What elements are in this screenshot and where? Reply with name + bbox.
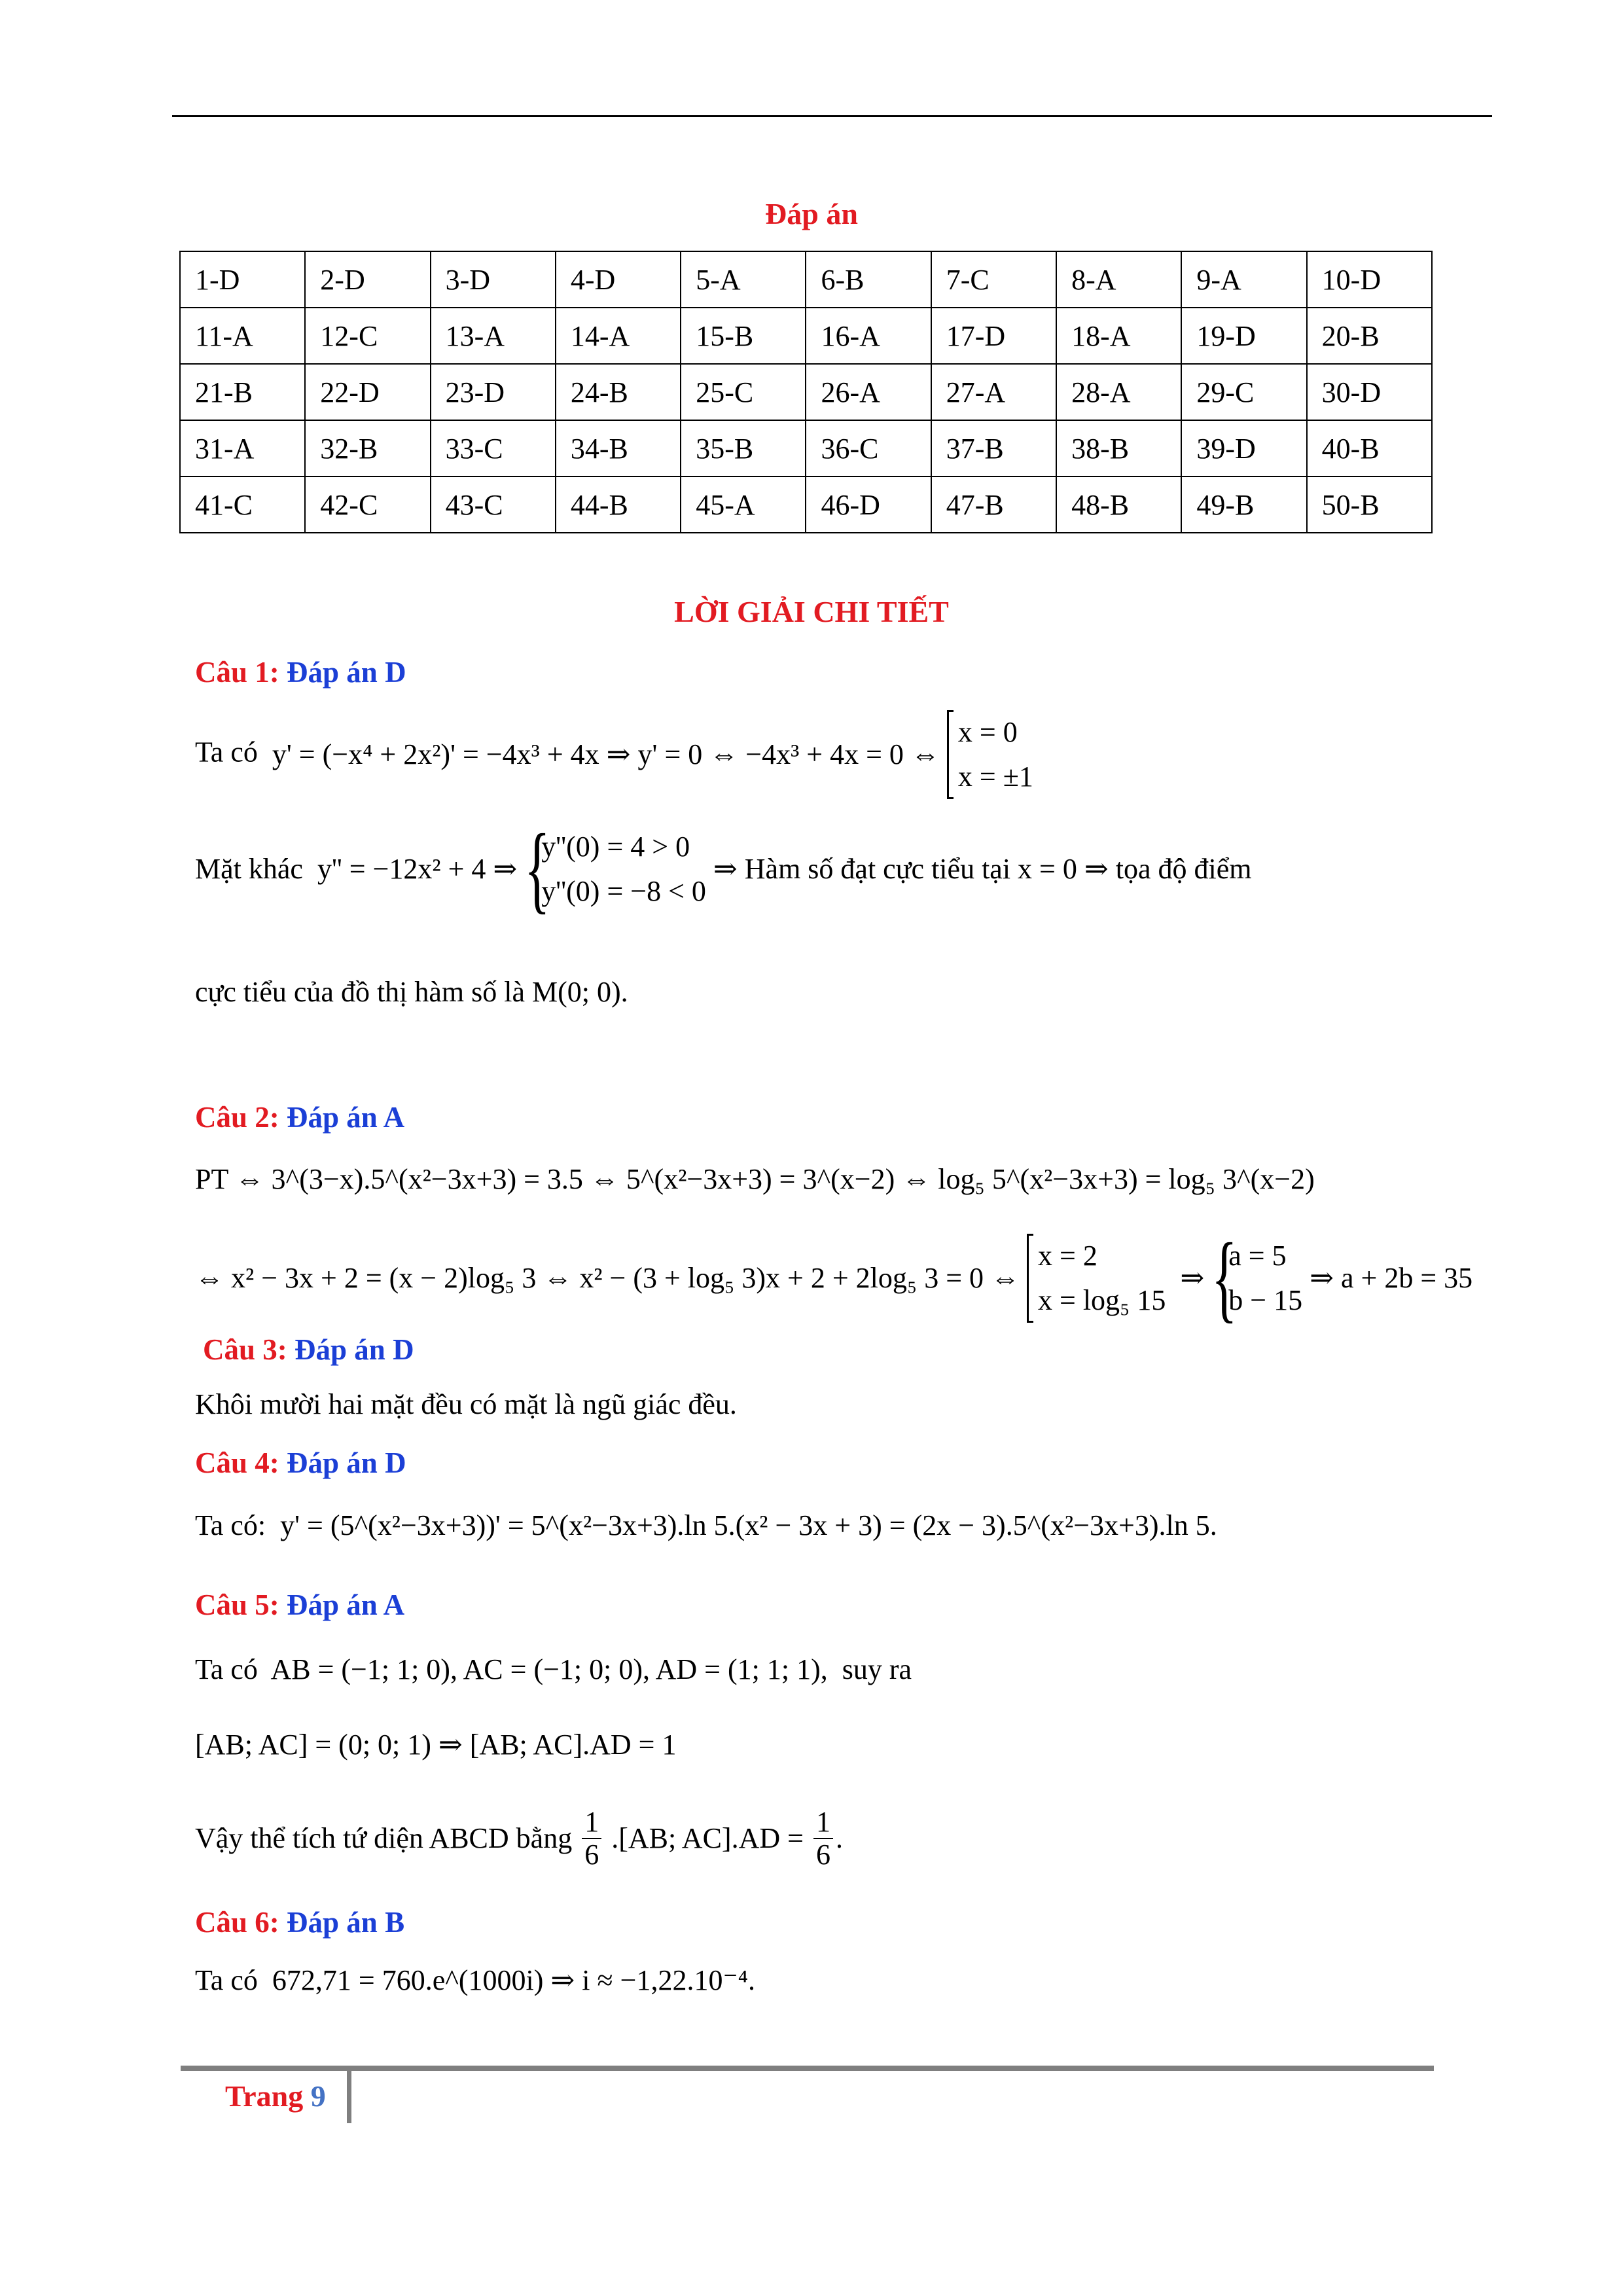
answer-cell: 10-D xyxy=(1307,251,1432,308)
answer-cell: 37-B xyxy=(931,420,1056,476)
answer-key-title: Đáp án xyxy=(765,197,858,230)
answer-cell: 14-A xyxy=(556,308,681,364)
answer-cell: 18-A xyxy=(1056,308,1181,364)
answer-cell: 28-A xyxy=(1056,364,1181,420)
q2-system-brace: { a = 5 b − 15 xyxy=(1211,1223,1303,1332)
q2-heading: Câu 2: Đáp án A xyxy=(195,1101,405,1134)
answer-cell: 36-C xyxy=(806,420,931,476)
answer-cell: 43-C xyxy=(431,476,556,533)
q5-line-3: Vậy thể tích tứ diện ABCD bằng $\frac{1}{6}$ .[AB; AC].AD = $\frac{1}{6}$ . xyxy=(195,1806,843,1871)
q1-heading: Câu 1: Đáp án D xyxy=(195,656,406,689)
answer-cell: 24-B xyxy=(556,364,681,420)
answer-cell: 29-C xyxy=(1181,364,1306,420)
answer-row xyxy=(180,364,1432,420)
footer-rule xyxy=(181,2066,1434,2071)
answer-cell: 5-A xyxy=(681,251,806,308)
answer-cell: 34-B xyxy=(556,420,681,476)
q5-fraction-2: $\frac{1}{6}$ xyxy=(813,1806,833,1871)
q2-line-2: ⇔ x² − 3x + 2 = (x − 2)log₅ 3 ⇔ x² − (3 + log₅ 3)x + 2 + 2log₅ 3 = 0 ⇔ x = 2 x = log₅ 15 ⇒ { a = 5 b − 15 ⇒ a + 2b = 35 xyxy=(195,1223,1473,1332)
answer-cell: 23-D xyxy=(431,364,556,420)
answer-row xyxy=(180,476,1432,533)
answer-cell: 21-B xyxy=(180,364,305,420)
answer-cell: 40-B xyxy=(1307,420,1432,476)
answer-cell: 2-D xyxy=(305,251,430,308)
header-rule xyxy=(172,115,1492,117)
q1-system-brace: { y''(0) = 4 > 0 y''(0) = −8 < 0 xyxy=(524,814,706,923)
answer-cell: 44-B xyxy=(556,476,681,533)
answer-row xyxy=(180,308,1432,364)
detailed-solution-title: LỜI GIẢI CHI TIẾT xyxy=(674,595,949,628)
answer-cell: 35-B xyxy=(681,420,806,476)
q3-line-1: Khôi mười hai mặt đều có mặt là ngũ giác đều. xyxy=(195,1388,737,1420)
footer-divider xyxy=(347,2068,351,2123)
answer-cell: 38-B xyxy=(1056,420,1181,476)
answer-cell: 4-D xyxy=(556,251,681,308)
answer-cell: 7-C xyxy=(931,251,1056,308)
q6-line-1: Ta có 672,71 = 760.e^(1000i) ⇒ i ≈ −1,22.10⁻⁴. xyxy=(195,1964,756,1996)
answer-cell: 31-A xyxy=(180,420,305,476)
answer-cell: 1-D xyxy=(180,251,305,308)
q2-roots-bracket: x = 2 x = log₅ 15 xyxy=(1027,1234,1166,1323)
answer-cell: 41-C xyxy=(180,476,305,533)
answer-cell: 49-B xyxy=(1181,476,1306,533)
q5-line-1: Ta có AB = (−1; 1; 0), AC = (−1; 0; 0), AD = (1; 1; 1), suy ra xyxy=(195,1653,912,1685)
q6-heading: Câu 6: Đáp án B xyxy=(195,1906,405,1939)
q1-line-3: cực tiểu của đồ thị hàm số là M(0; 0). xyxy=(195,976,628,1008)
q5-fraction-1: $\frac{1}{6}$ xyxy=(582,1806,601,1871)
answer-cell: 50-B xyxy=(1307,476,1432,533)
q5-heading: Câu 5: Đáp án A xyxy=(195,1588,405,1621)
q4-line-1: Ta có: y' = (5^(x²−3x+3))' = 5^(x²−3x+3).ln 5.(x² − 3x + 3) = (2x − 3).5^(x²−3x+3).ln 5. xyxy=(195,1509,1217,1541)
answer-cell: 20-B xyxy=(1307,308,1432,364)
answer-cell: 13-A xyxy=(431,308,556,364)
q1-roots-bracket: x = 0 x = ±1 xyxy=(947,710,1033,799)
answer-cell: 12-C xyxy=(305,308,430,364)
q2-line-1: PT ⇔ 3^(3−x).5^(x²−3x+3) = 3.5 ⇔ 5^(x²−3x+3) = 3^(x−2) ⇔ log₅ 5^(x²−3x+3) = log₅ 3^(x−2) xyxy=(195,1163,1315,1195)
answer-cell: 39-D xyxy=(1181,420,1306,476)
answer-cell: 19-D xyxy=(1181,308,1306,364)
answer-cell: 47-B xyxy=(931,476,1056,533)
answer-cell: 30-D xyxy=(1307,364,1432,420)
answer-cell: 46-D xyxy=(806,476,931,533)
answer-cell: 45-A xyxy=(681,476,806,533)
answer-row xyxy=(180,251,1432,308)
q1-line-2: Mặt khác y'' = −12x² + 4 ⇒ { y''(0) = 4 > 0 y''(0) = −8 < 0 ⇒ Hàm số đạt cực tiểu tại x = 0 ⇒ tọa độ điểm xyxy=(195,814,1252,923)
answer-cell: 26-A xyxy=(806,364,931,420)
answer-cell: 32-B xyxy=(305,420,430,476)
answer-key-table xyxy=(179,251,1433,533)
answer-cell: 42-C xyxy=(305,476,430,533)
q1-line-1: Ta có y' = (−x⁴ + 2x²)' = −4x³ + 4x ⇒ y' = 0 ⇔ −4x³ + 4x = 0 ⇔ x = 0 x = ±1 xyxy=(195,710,1033,799)
answer-cell: 25-C xyxy=(681,364,806,420)
answer-cell: 8-A xyxy=(1056,251,1181,308)
answer-cell: 9-A xyxy=(1181,251,1306,308)
answer-cell: 6-B xyxy=(806,251,931,308)
answer-cell: 27-A xyxy=(931,364,1056,420)
answer-cell: 48-B xyxy=(1056,476,1181,533)
answer-cell: 3-D xyxy=(431,251,556,308)
answer-row xyxy=(180,420,1432,476)
q4-heading: Câu 4: Đáp án D xyxy=(195,1446,406,1479)
answer-cell: 17-D xyxy=(931,308,1056,364)
answer-cell: 15-B xyxy=(681,308,806,364)
answer-cell: 16-A xyxy=(806,308,931,364)
answer-cell: 33-C xyxy=(431,420,556,476)
q3-heading: Câu 3: Đáp án D xyxy=(203,1333,414,1366)
page-number-label: Trang 9 xyxy=(225,2079,326,2113)
answer-cell: 11-A xyxy=(180,308,305,364)
answer-cell: 22-D xyxy=(305,364,430,420)
q5-line-2: [AB; AC] = (0; 0; 1) ⇒ [AB; AC].AD = 1 xyxy=(195,1729,677,1761)
